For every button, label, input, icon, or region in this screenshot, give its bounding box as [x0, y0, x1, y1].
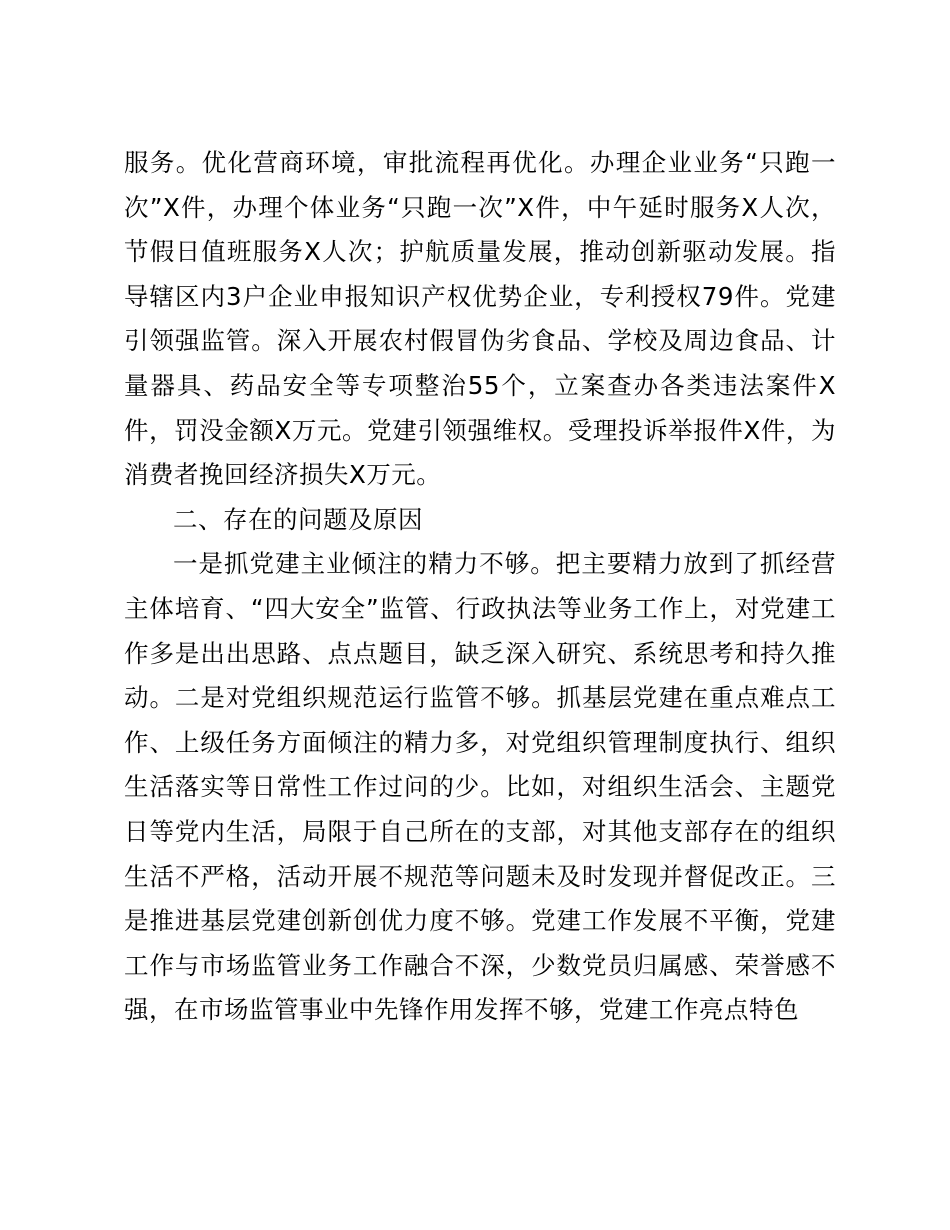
paragraph-service-results: 服务。优化营商环境，审批流程再优化。办理企业业务“只跑一次”X件，办理个体业务“只跑一次”X件，中午延时服务X人次，节假日值班服务X人次；护航质量发展，推动创新驱动发展。指导辖区内3户企业申报知识产权优势企业，专利授权79件。党建引领强监管。深入开展农村假冒伪劣食品、学校及周边食品、计量器具、药品安全等专项整治55个，立案查办各类违法案件X件，罚没金额X万元。党建引领强维权。受理投诉举报件X件，为消费者挽回经济损失X万元。	[124, 148, 836, 490]
document-body	[124, 141, 836, 1033]
section-heading-problems: 二、存在的问题及原因	[173, 504, 423, 534]
paragraph-problems-causes: 一是抓党建主业倾注的精力不够。把主要精力放到了抓经营主体培育、“四大安全”监管、行政执法等业务工作上，对党建工作多是出出思路、点点题目，缺乏深入研究、系统思考和持久推动。二是对党组织规范运行监管不够。抓基层党建在重点难点工作、上级任务方面倾注的精力多，对党组织管理制度执行、组织生活落实等日常性工作过问的少。比如，对组织生活会、主题党日等党内生活，局限于自己所在的支部，对其他支部存在的组织生活不严格，活动开展不规范等问题未及时发现并督促改正。三是推进基层党建创新创优力度不够。党建工作发展不平衡，党建工作与市场监管业务工作融合不深，少数党员归属感、荣誉感不强，在市场监管事业中先锋作用发挥不够，党建工作亮点特色	[124, 549, 836, 1025]
